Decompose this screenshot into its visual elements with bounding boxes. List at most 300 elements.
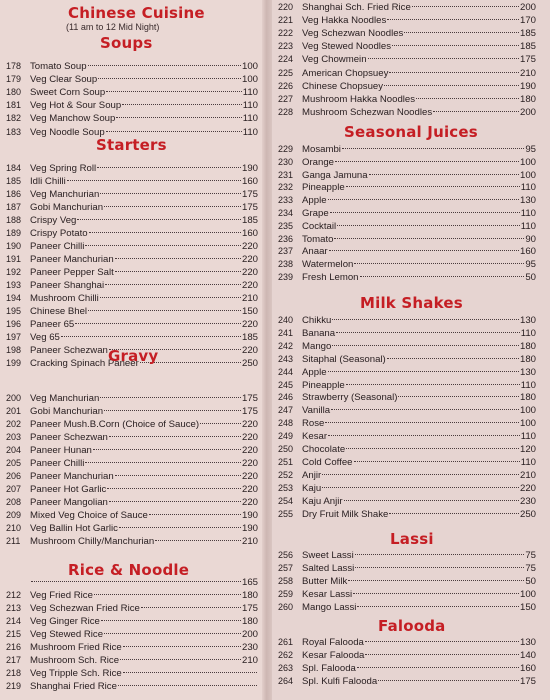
item-number: 193	[6, 280, 22, 290]
opening-hours: (11 am to 12 Mid Night)	[66, 22, 160, 32]
dot-leader	[122, 104, 242, 105]
item-price: 220	[241, 497, 258, 508]
dot-leader	[322, 474, 519, 475]
item-price: 50	[525, 576, 536, 587]
item-name: Veg Stewed Rice	[30, 629, 104, 640]
menu-item	[6, 214, 258, 227]
item-price: 100	[519, 169, 536, 181]
item-price: 180	[519, 353, 536, 365]
item-number: 199	[6, 358, 22, 368]
dot-leader	[100, 193, 241, 194]
dot-leader	[360, 276, 525, 277]
item-number: 242	[278, 340, 294, 351]
item-price: 230	[241, 642, 258, 653]
menu-item	[278, 636, 536, 649]
item-price: 250	[519, 508, 536, 520]
dot-leader	[392, 45, 519, 46]
item-number: 240	[278, 315, 294, 325]
item-name: Sitaphal (Seasonal)	[302, 353, 386, 365]
item-name: Paneer Hunan	[30, 445, 92, 456]
item-number: 256	[278, 550, 294, 560]
dot-leader	[416, 98, 519, 99]
item-number: 251	[278, 456, 294, 467]
item-number: 249	[278, 431, 294, 442]
dot-leader	[331, 409, 519, 410]
item-price: 185	[519, 41, 536, 53]
item-name: Veg Hot & Sour Soup	[30, 100, 122, 112]
section-heading-starters: Starters	[96, 136, 167, 154]
item-price: 120	[519, 444, 536, 455]
item-number: 196	[6, 319, 22, 329]
menu-item	[6, 188, 258, 201]
item-number: 246	[278, 392, 294, 403]
dot-leader	[433, 111, 519, 112]
dot-leader	[97, 167, 241, 168]
dot-leader	[118, 685, 257, 686]
menu-item	[6, 483, 258, 496]
menu-item	[278, 575, 536, 588]
item-price: 220	[241, 432, 258, 443]
dot-leader	[200, 423, 241, 424]
menu-item	[278, 469, 536, 482]
item-number: 205	[6, 458, 22, 468]
menu-item	[278, 314, 536, 327]
item-price: 110	[520, 431, 536, 443]
item-number: 208	[6, 497, 22, 507]
item-name: Tomato Soup	[30, 61, 87, 72]
dot-leader	[334, 238, 524, 239]
item-price: 130	[519, 366, 536, 378]
item-name: Veg Noodle Soup	[30, 126, 105, 138]
item-name: Veg Tripple Sch. Rice	[30, 668, 122, 679]
item-name: Chocolate	[302, 444, 346, 455]
item-name: Crispy Veg	[30, 215, 77, 226]
item-number: 225	[278, 67, 294, 78]
menu-item	[278, 662, 536, 675]
item-name: Paneer Manchurian	[30, 471, 114, 482]
item-price: 100	[519, 418, 536, 430]
item-price: 140	[519, 650, 536, 661]
item-name: Anaar	[302, 246, 328, 258]
item-number: 241	[278, 327, 294, 338]
item-price: 160	[241, 176, 258, 187]
item-name: Paneer Shanghai	[30, 280, 105, 291]
dot-leader	[100, 297, 241, 298]
menu-item	[6, 162, 258, 175]
item-name: Paneer Pepper Salt	[30, 267, 114, 278]
menu-item	[278, 80, 536, 93]
item-price: 130	[519, 637, 536, 648]
dot-leader	[88, 310, 241, 311]
item-price: 200	[241, 629, 258, 640]
item-name: Shanghai Fried Rice	[30, 681, 117, 692]
item-number: 213	[6, 603, 22, 613]
menu-item	[278, 366, 536, 379]
item-name: Idli Chilli	[30, 176, 66, 187]
item-number: 244	[278, 366, 294, 377]
item-number: 206	[6, 471, 22, 481]
item-number: 239	[278, 272, 294, 282]
item-price: 130	[519, 195, 536, 207]
dot-leader	[369, 174, 519, 175]
dot-leader	[329, 250, 519, 251]
section-heading-gravy: Gravy	[108, 347, 159, 365]
dot-leader	[115, 271, 241, 272]
item-number: 234	[278, 208, 294, 218]
section-heading-chinese-cuisine: Chinese Cuisine	[68, 4, 205, 22]
item-name: Pineapple	[302, 379, 345, 391]
item-price: 180	[519, 93, 536, 105]
menu-item	[6, 175, 258, 188]
item-price: 175	[241, 202, 258, 213]
item-number: 179	[6, 74, 22, 85]
item-price: 100	[241, 74, 258, 86]
item-price: 250	[241, 358, 258, 369]
item-number: 258	[278, 576, 294, 586]
item-name: Rose	[302, 418, 325, 430]
dot-leader	[387, 19, 519, 20]
dot-leader	[100, 397, 241, 398]
item-number: 223	[278, 41, 294, 52]
dot-leader	[120, 659, 241, 660]
item-number: 216	[6, 642, 22, 652]
page-fold	[262, 0, 272, 700]
menu-item	[6, 615, 258, 628]
item-price: 110	[520, 220, 536, 232]
item-number: 211	[6, 536, 21, 546]
item-price: 75	[525, 550, 536, 561]
item-price: 220	[241, 445, 258, 456]
item-name: Paneer Schezwan	[30, 345, 108, 356]
menu-item	[278, 258, 536, 271]
item-name: Sweet Corn Soup	[30, 87, 106, 99]
item-number: 181	[6, 100, 22, 111]
item-name: Banana	[302, 327, 336, 339]
item-number: 204	[6, 445, 22, 455]
item-name: Veg Schezwan Noodles	[302, 28, 404, 40]
menu-item	[278, 391, 536, 404]
menu-item	[278, 156, 536, 169]
menu-item	[6, 73, 258, 86]
menu-item	[278, 353, 536, 366]
item-name: Mushroom Fried Rice	[30, 642, 122, 653]
dot-leader	[105, 284, 241, 285]
dot-leader	[328, 199, 519, 200]
dot-leader	[149, 514, 241, 515]
menu-item	[6, 305, 258, 318]
item-price: 180	[241, 616, 258, 627]
item-name: Apple	[302, 195, 327, 207]
item-name: Cracking Spinach Paneer	[30, 358, 139, 369]
item-price: 190	[241, 163, 258, 174]
item-price: 220	[241, 471, 258, 482]
menu-item	[278, 404, 536, 417]
item-price: 210	[519, 67, 536, 79]
menu-item	[6, 470, 258, 483]
menu-item	[278, 67, 536, 80]
item-price: 200	[519, 2, 536, 13]
item-name: Cold Coffee	[302, 456, 353, 468]
item-price: 110	[520, 208, 536, 219]
item-name: Salted Lassi	[302, 563, 355, 574]
dot-leader	[412, 6, 519, 7]
item-name: Shanghai Sch. Fried Rice	[302, 2, 411, 13]
item-name: Chikku	[302, 315, 332, 326]
item-name: Veg Ginger Rice	[30, 616, 100, 627]
item-number: 207	[6, 484, 22, 494]
item-name: Kaju	[302, 482, 322, 494]
item-number: 248	[278, 418, 294, 429]
menu-item	[6, 654, 258, 667]
item-number: 197	[6, 332, 22, 342]
menu-item	[6, 457, 258, 470]
item-name: Mixed Veg Choice of Sauce	[30, 510, 148, 521]
item-price: 95	[525, 144, 536, 155]
item-number: 187	[6, 202, 22, 212]
item-number: 230	[278, 156, 294, 167]
section-heading-rice-noodle: Rice & Noodle	[68, 561, 190, 579]
item-name: Orange	[302, 156, 334, 168]
item-price: 175	[241, 406, 258, 417]
item-number: 243	[278, 353, 294, 364]
dot-leader	[106, 91, 242, 92]
item-name: Grape	[302, 208, 329, 219]
item-name: Kesar Lassi	[302, 589, 353, 600]
dot-leader	[109, 501, 241, 502]
dot-leader	[368, 58, 519, 59]
item-number: 219	[6, 681, 22, 691]
menu-item	[278, 443, 536, 456]
item-name: Veg Manchow Soup	[30, 113, 116, 125]
item-price: 210	[241, 293, 258, 304]
item-price: 175	[519, 54, 536, 66]
dot-leader	[398, 396, 519, 397]
menu-item	[278, 549, 536, 562]
dot-leader	[389, 513, 519, 514]
section-heading-lassi: Lassi	[390, 530, 434, 548]
menu-item	[6, 602, 258, 615]
item-price: 110	[520, 456, 536, 468]
item-price: 220	[241, 319, 258, 330]
item-name: Anjir	[302, 469, 322, 481]
dot-leader	[328, 371, 519, 372]
item-name: Kesar Falooda	[302, 650, 365, 661]
item-name: Spl. Kulfi Falooda	[302, 676, 378, 687]
dot-leader	[101, 620, 241, 621]
dot-leader	[353, 593, 519, 594]
item-price: 230	[519, 495, 536, 507]
item-name: Ganga Jamuna	[302, 169, 368, 181]
item-name: Veg Fried Rice	[30, 590, 93, 601]
item-name: Butter Milk	[302, 576, 348, 587]
dot-leader	[123, 646, 241, 647]
item-price: 130	[519, 315, 536, 326]
dot-leader	[357, 606, 519, 607]
item-name: Apple	[302, 366, 327, 378]
dot-leader	[330, 212, 520, 213]
menu-item	[6, 509, 258, 522]
menu-item	[6, 522, 258, 535]
item-number: 200	[6, 393, 22, 403]
item-name: Paneer Manchurian	[30, 254, 114, 265]
item-price: 150	[519, 602, 536, 613]
item-name: Veg Chowmein	[302, 54, 367, 66]
menu-item	[278, 327, 536, 340]
item-price: 200	[519, 106, 536, 118]
item-price: 110	[520, 379, 536, 391]
menu-item	[278, 495, 536, 508]
item-price: 210	[519, 469, 536, 481]
menu-item	[6, 496, 258, 509]
menu-item	[278, 106, 536, 119]
menu-item	[278, 245, 536, 258]
item-price: 175	[241, 603, 258, 614]
item-number: 212	[6, 590, 22, 600]
item-price: 100	[241, 61, 258, 72]
dot-leader	[155, 540, 241, 541]
item-price: 210	[241, 536, 258, 547]
item-number: 183	[6, 126, 22, 137]
dot-leader	[104, 410, 241, 411]
item-number: 254	[278, 495, 294, 506]
menu-item	[278, 340, 536, 353]
menu-item	[6, 227, 258, 240]
item-number: 209	[6, 510, 22, 520]
item-price: 190	[241, 510, 258, 521]
item-name: Crispy Potato	[30, 228, 88, 239]
menu-item	[6, 253, 258, 266]
dot-leader	[75, 323, 241, 324]
dot-leader	[354, 461, 520, 462]
item-number: 227	[278, 93, 294, 104]
dot-leader	[344, 500, 519, 501]
item-price: 220	[241, 241, 258, 252]
item-name: Pineapple	[302, 182, 345, 194]
dot-leader	[89, 232, 241, 233]
menu-item	[6, 331, 258, 344]
menu-item	[278, 601, 536, 614]
item-price: 150	[241, 306, 258, 317]
item-price: 175	[241, 393, 258, 404]
item-name: American Chopsuey	[302, 67, 389, 79]
item-name: Royal Falooda	[302, 637, 364, 648]
item-number: 178	[6, 61, 22, 71]
item-number: 192	[6, 267, 22, 277]
item-name: Sweet Lassi	[302, 550, 354, 561]
menu-item	[278, 27, 536, 40]
menu-item	[6, 418, 258, 431]
item-price: 100	[519, 589, 536, 600]
dot-leader	[104, 633, 241, 634]
menu-item	[6, 112, 258, 125]
dot-leader	[123, 672, 257, 673]
menu-item	[278, 143, 536, 156]
menu-item	[278, 649, 536, 662]
menu-item	[278, 220, 536, 233]
item-price: 95	[525, 259, 536, 271]
dot-leader	[404, 32, 519, 33]
item-name: Mushroom Sch. Rice	[30, 655, 120, 666]
item-name: Cocktail	[302, 220, 337, 232]
menu-item	[278, 93, 536, 106]
item-name: Paneer Chilli	[30, 241, 85, 252]
menu-item	[6, 392, 258, 405]
item-number: 191	[6, 254, 22, 264]
item-number: 182	[6, 113, 22, 124]
item-name: Veg Hakka Noodles	[302, 15, 387, 27]
item-price: 100	[519, 405, 536, 417]
dot-leader	[88, 65, 241, 66]
item-name: Watermelon	[302, 259, 354, 271]
item-name: Gobi Manchurian	[30, 406, 104, 417]
item-number: 224	[278, 54, 294, 65]
item-number: 252	[278, 469, 294, 480]
item-price: 100	[519, 156, 536, 168]
item-price: 160	[241, 228, 258, 239]
menu-item	[278, 379, 536, 392]
item-number: 229	[278, 144, 294, 154]
item-price: 185	[519, 28, 536, 40]
menu-item	[6, 292, 258, 305]
dot-leader	[384, 85, 519, 86]
dot-leader	[346, 448, 519, 449]
dot-leader	[93, 449, 241, 450]
item-name: Gobi Manchurian	[30, 202, 104, 213]
dot-leader	[387, 358, 519, 359]
menu-item	[278, 194, 536, 207]
item-number: 190	[6, 241, 22, 251]
section-heading-soups: Soups	[100, 34, 153, 52]
item-number: 186	[6, 189, 22, 199]
item-name: Veg Spring Roll	[30, 163, 97, 174]
dot-leader	[355, 554, 525, 555]
item-price: 180	[241, 590, 258, 601]
dot-leader	[109, 436, 241, 437]
item-number: 210	[6, 523, 22, 533]
menu-item	[278, 430, 536, 443]
menu-item	[6, 99, 258, 112]
item-name: Veg 65	[30, 332, 60, 343]
dot-leader	[107, 488, 241, 489]
item-name: Chinese Bhel	[30, 306, 88, 317]
dot-leader	[77, 219, 241, 220]
item-name: Vanilla	[302, 405, 331, 417]
menu-item	[6, 201, 258, 214]
item-name: Veg Ballin Hot Garlic	[30, 523, 118, 534]
menu-item	[278, 588, 536, 601]
dot-leader	[141, 607, 241, 608]
menu-item	[6, 641, 258, 654]
dot-leader	[357, 667, 519, 668]
item-name: Paneer 65	[30, 319, 75, 330]
dot-leader	[335, 161, 519, 162]
menu-item	[278, 456, 536, 469]
item-price: 110	[520, 327, 536, 339]
dot-leader	[346, 384, 520, 385]
dot-leader	[332, 319, 519, 320]
item-name: Veg Manchurian	[30, 393, 100, 404]
dot-leader	[119, 527, 241, 528]
item-price: 165	[241, 577, 258, 588]
item-price: 170	[519, 15, 536, 27]
item-name: Chinese Chopsuey	[302, 80, 384, 92]
menu-item	[6, 576, 258, 589]
item-price: 90	[525, 233, 536, 245]
menu-item	[278, 14, 536, 27]
menu-item	[6, 240, 258, 253]
item-price: 180	[519, 340, 536, 352]
item-price: 180	[519, 392, 536, 404]
